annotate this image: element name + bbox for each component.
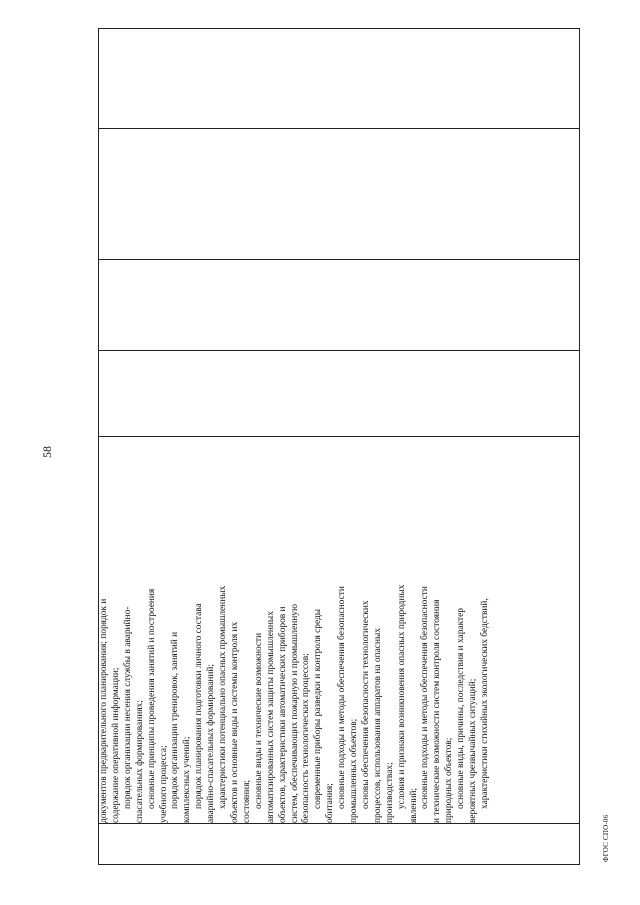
text-line: комплексных учений;	[182, 736, 193, 823]
text-line: объектов, характеристики автоматических приборов и	[277, 606, 288, 823]
text-line: порядок планирования подготовки личного состава	[194, 603, 205, 809]
text-line: документов предварительного планирования; порядок и	[99, 598, 109, 823]
text-line: основные принципы проведения занятий и построения	[146, 588, 157, 809]
text-line: основные виды и технические возможности	[253, 632, 264, 809]
text-line: порядок организации несения службы в аварийно-	[122, 606, 133, 809]
text-line: характеристики стихийных экологических бедствий,	[480, 598, 490, 809]
text-line: обитания;	[325, 783, 336, 823]
cell-text-block	[99, 437, 492, 823]
text-line: систем, обеспечивающих пожарную и промышленную	[289, 604, 300, 823]
content-table	[98, 28, 580, 865]
text-line: основные подходы и методы обеспечения безопасности	[420, 586, 431, 809]
text-line: производствах;	[384, 762, 395, 823]
text-line: природных объектов;	[444, 737, 455, 823]
text-line: основы обеспечения безопасности технологических	[360, 600, 371, 809]
footer-code: ФГОС СПО-06	[602, 814, 610, 862]
text-cell	[99, 437, 580, 824]
text-line: объектов и основные виды и системы контроля их	[229, 621, 240, 823]
text-line: явлений;	[408, 787, 419, 823]
text-line: спасательных формированиях;	[134, 700, 145, 823]
text-line: учебного процесса;	[158, 745, 169, 823]
rotated-table	[98, 35, 580, 865]
text-line: современные приборы разведки и контроля среды	[313, 608, 324, 809]
empty-cell	[99, 824, 580, 865]
empty-cell	[99, 351, 580, 437]
empty-cell	[99, 260, 580, 351]
text-line: вероятных чрезвычайных ситуаций;	[468, 678, 479, 823]
text-line: содержание оперативной информации;	[110, 667, 121, 823]
text-line: промышленных объектов;	[349, 718, 360, 823]
table-row	[99, 29, 580, 865]
text-line: и технические возможности систем контроля состояния	[432, 599, 443, 823]
text-line: автоматизированных систем защиты промышленных	[265, 611, 276, 823]
text-line: характеристики потенциально опасных промышленных	[218, 585, 229, 809]
page-number: 58	[40, 446, 54, 458]
empty-cell	[99, 129, 580, 260]
text-line: процессов, использования аппаратов на опасных	[372, 628, 383, 823]
text-line: условия и признаки возникновения опасных природных	[396, 584, 407, 809]
empty-cell	[99, 29, 580, 129]
text-line: состояния;	[241, 780, 252, 823]
text-line: безопасность технологических процессов;	[301, 653, 312, 823]
text-line: основные виды, причины, последствия и характер	[456, 608, 467, 809]
text-line: порядок организации тренировок, занятий и	[170, 631, 181, 809]
text-line: основные подходы и методы обеспечения безопасности	[337, 586, 348, 809]
text-line: аварийно-спасательных формирований;	[206, 663, 217, 823]
